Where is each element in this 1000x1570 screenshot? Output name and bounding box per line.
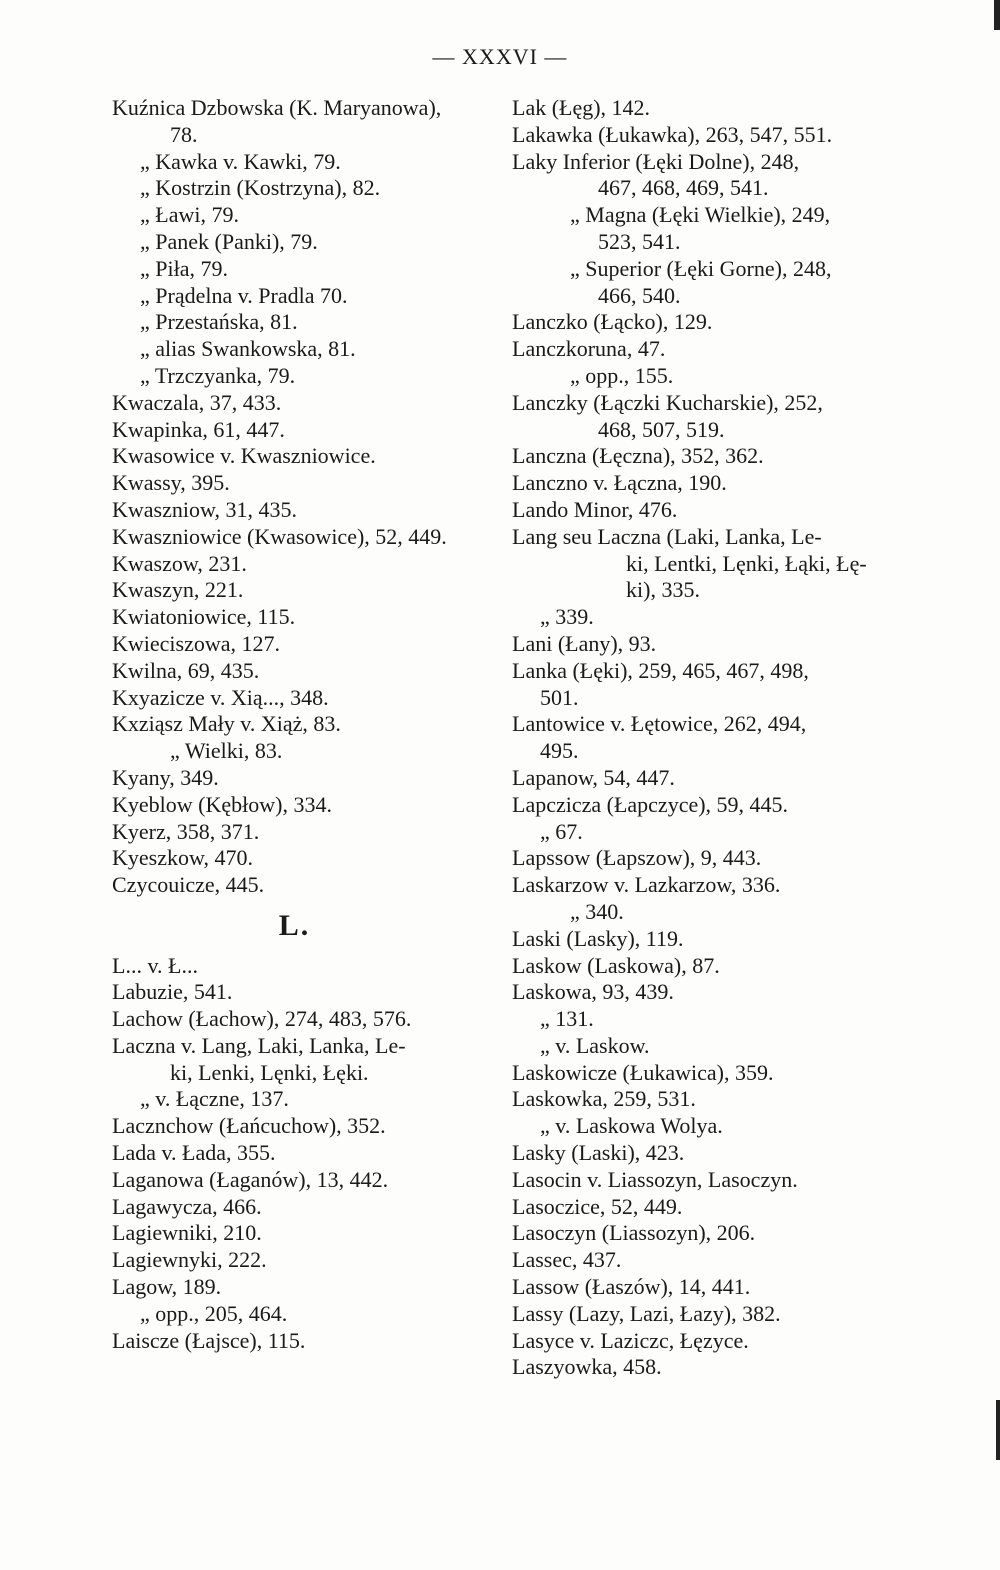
index-entry: Czycouicze, 445. <box>112 872 265 898</box>
index-entry: Lasoczice, 52, 449. <box>512 1193 683 1219</box>
index-entry: „ Kawka v. Kawki, 79. <box>140 148 341 174</box>
index-entry: „ alias Swankowska, 81. <box>140 336 356 362</box>
index-entry: Lassec, 437. <box>512 1247 622 1273</box>
index-entry: Lagawycza, 466. <box>112 1193 262 1219</box>
index-entry: Lachow (Łachow), 274, 483, 576. <box>112 1006 412 1032</box>
index-entry: Lanczkoruna, 47. <box>512 336 666 362</box>
page-number: — XXXVI — <box>432 44 568 69</box>
index-entry: „ v. Łączne, 137. <box>140 1086 289 1112</box>
index-entry: 495. <box>540 738 579 764</box>
index-entry: Kxyazicze v. Xią..., 348. <box>112 684 329 710</box>
index-entry: „ opp., 205, 464. <box>140 1300 288 1326</box>
page-edge-mark <box>996 1400 1000 1460</box>
index-entry: Kyeblow (Kębłow), 334. <box>112 791 332 817</box>
index-entry: Lakawka (Łukawka), 263, 547, 551. <box>512 121 833 147</box>
index-entry: 501. <box>540 684 579 710</box>
index-entry: Laszyowka, 458. <box>512 1354 662 1380</box>
index-entry: Lak (Łęg), 142. <box>512 95 651 120</box>
index-entry: Lacznchow (Łańcuchow), 352. <box>112 1113 386 1139</box>
index-entry: „ 67. <box>540 818 583 844</box>
index-entry: Lasocin v. Liassozyn, Lasoczyn. <box>512 1166 798 1192</box>
index-entry: Kuźnica Dzbowska (K. Maryanowa), <box>112 95 442 120</box>
index-entry: Kyerz, 358, 371. <box>112 818 260 844</box>
index-entry: Lapczicza (Łapczyce), 59, 445. <box>512 791 789 817</box>
index-entry: 467, 468, 469, 541. <box>598 175 769 201</box>
index-entry: Lanczna (Łęczna), 352, 362. <box>512 443 764 469</box>
index-entry: Lanczko (Łącko), 129. <box>512 309 713 335</box>
index-entry: „ Kostrzin (Kostrzyna), 82. <box>140 175 381 201</box>
index-entry: Laskowka, 259, 531. <box>512 1086 696 1112</box>
index-entry: ki, Lenki, Lęnki, Łęki. <box>170 1059 369 1085</box>
right-entries-l <box>512 95 912 1381</box>
index-entry: Laskowa, 93, 439. <box>512 979 674 1005</box>
index-entry: Kwaszniow, 31, 435. <box>112 496 297 522</box>
index-entry: Lasyce v. Laziczc, Łęzyce. <box>512 1327 749 1353</box>
index-entry: Laskarzow v. Lazkarzow, 336. <box>512 872 781 898</box>
index-entry: „ v. Laskowa Wolya. <box>540 1113 723 1139</box>
index-entry: Kwaszyn, 221. <box>112 577 244 603</box>
index-entry: 523, 541. <box>598 228 681 254</box>
index-entry: Laiscze (Łajsce), 115. <box>112 1327 306 1353</box>
index-entry: Lani (Łany), 93. <box>512 630 657 656</box>
index-entry: Laczna v. Lang, Laki, Lanka, Le- <box>112 1032 406 1058</box>
right-column <box>512 95 912 1381</box>
index-entry: 78. <box>170 121 198 147</box>
index-entry: Kwaszniowice (Kwasowice), 52, 449. <box>112 523 447 549</box>
index-entry: Kwieciszowa, 127. <box>112 630 281 656</box>
index-entry: Laskow (Laskowa), 87. <box>512 952 720 978</box>
index-entry: Lando Minor, 476. <box>512 496 678 522</box>
index-entry: Kwaszow, 231. <box>112 550 247 576</box>
index-entry: Lanczky (Łączki Kucharskie), 252, <box>512 389 823 415</box>
index-entry: Lasoczyn (Liassozyn), 206. <box>512 1220 756 1246</box>
index-entry: Kwassy, 395. <box>112 470 230 496</box>
index-entry: Kwilna, 69, 435. <box>112 657 260 683</box>
index-entry: Lanczno v. Łączna, 190. <box>512 470 727 496</box>
index-entry: Lagow, 189. <box>112 1274 222 1300</box>
index-entry: Kxziąsz Mały v. Xiąż, 83. <box>112 711 341 737</box>
index-entry: Kwapinka, 61, 447. <box>112 416 285 442</box>
index-entry: Kwaczala, 37, 433. <box>112 389 282 415</box>
index-entry: Lasky (Laski), 423. <box>512 1140 685 1166</box>
index-entry: Lagiewniki, 210. <box>112 1220 262 1246</box>
index-entry: „ v. Laskow. <box>540 1032 650 1058</box>
index-entry: „ 339. <box>540 604 594 630</box>
index-entry: „ Prądelna v. Pradla 70. <box>140 282 348 308</box>
index-entry: 466, 540. <box>598 282 681 308</box>
index-entry: L... v. Ł... <box>112 952 198 978</box>
section-heading-l: L. <box>278 908 311 942</box>
index-entry: ki, Lentki, Lęnki, Łąki, Łę- <box>626 550 867 576</box>
index-entry: Lantowice v. Łętowice, 262, 494, <box>512 711 807 737</box>
index-entry: „ Trzczyanka, 79. <box>140 362 296 388</box>
index-entry: Laky Inferior (Łęki Dolne), 248, <box>512 148 800 174</box>
index-entry: Lapanow, 54, 447. <box>512 764 675 790</box>
index-entry: Laskowicze (Łukawica), 359. <box>512 1059 774 1085</box>
index-entry: Lapssow (Łapszow), 9, 443. <box>512 845 762 871</box>
index-entry: Lassow (Łaszów), 14, 441. <box>512 1274 751 1300</box>
left-entries-l <box>112 953 507 1355</box>
index-entry: Kwasowice v. Kwaszniowice. <box>112 443 376 469</box>
index-entry: Lassy (Lazy, Lazi, Łazy), 382. <box>512 1300 781 1326</box>
index-entry: „ 340. <box>570 898 624 924</box>
index-entry: „ Ławi, 79. <box>140 202 239 228</box>
index-entry: „ Magna (Łęki Wielkie), 249, <box>570 202 831 228</box>
index-entry: Laski (Lasky), 119. <box>512 925 684 951</box>
index-entry: Kyany, 349. <box>112 764 219 790</box>
index-entry: Kyeszkow, 470. <box>112 845 253 871</box>
page-edge-mark <box>994 0 1000 30</box>
index-entry: ki), 335. <box>626 577 700 603</box>
left-column <box>112 95 507 1354</box>
index-entry: „ Piła, 79. <box>140 255 228 281</box>
index-entry: Lanka (Łęki), 259, 465, 467, 498, <box>512 657 809 683</box>
index-entry: „ Panek (Panki), 79. <box>140 228 318 254</box>
index-entry: „ Przestańska, 81. <box>140 309 298 335</box>
left-entries-k <box>112 95 507 899</box>
index-entry: Kwiatoniowice, 115. <box>112 604 296 630</box>
index-entry: 468, 507, 519. <box>598 416 725 442</box>
index-entry: Lagiewnyki, 222. <box>112 1247 267 1273</box>
index-entry: „ Wielki, 83. <box>170 738 283 764</box>
index-entry: „ opp., 155. <box>570 362 674 388</box>
index-entry: „ 131. <box>540 1006 594 1032</box>
index-entry: Laganowa (Łaganów), 13, 442. <box>112 1166 389 1192</box>
index-entry: Lada v. Łada, 355. <box>112 1140 276 1166</box>
index-entry: Lang seu Laczna (Laki, Lanka, Le- <box>512 523 822 549</box>
index-entry: Labuzie, 541. <box>112 979 233 1005</box>
index-entry: „ Superior (Łęki Gorne), 248, <box>570 255 832 281</box>
